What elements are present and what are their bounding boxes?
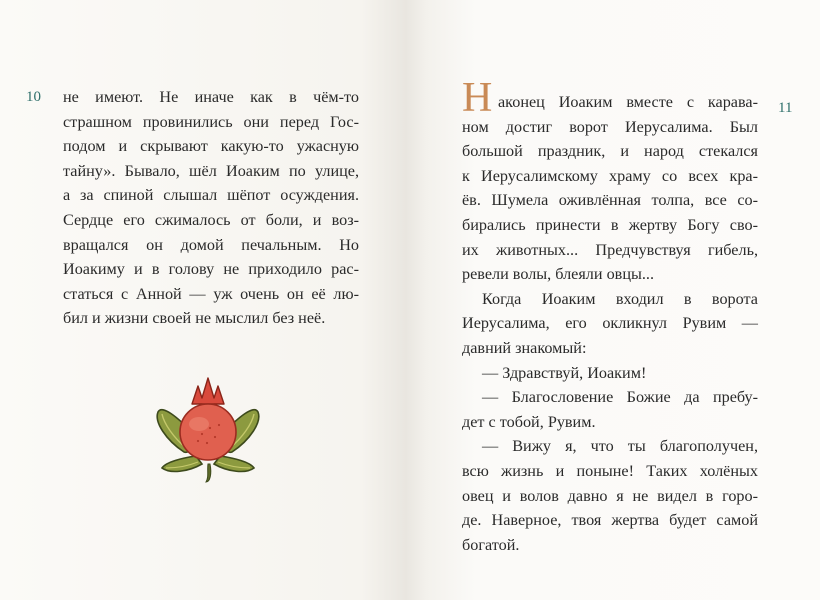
text-line: а за спиной слышал шёпот осуждения.: [63, 186, 359, 205]
text-line: Когда Иоаким входил в ворота: [482, 289, 758, 308]
text-line: не имеют. Не иначе как в чём-то: [63, 88, 359, 106]
dropcap-letter: Н: [462, 75, 493, 121]
text-line: Иоакиму и в голову не приходило рас-: [63, 260, 359, 279]
text-line: де. Наверное, твоя жертва будет самой: [462, 511, 758, 530]
pomegranate-icon: [152, 374, 264, 486]
text-line: ёв. Шумела оживлённая толпа, все со-: [462, 191, 758, 210]
text-line: аконец Иоаким вместе с карава-: [498, 93, 758, 111]
text-line: подом и скрывают какую-то ужасную: [63, 137, 359, 156]
text-line: большой праздник, и народ стекался: [462, 142, 758, 161]
text-line: ном достиг ворот Иерусалима. Был: [462, 117, 758, 136]
page-number-right: 11: [778, 100, 793, 116]
text-line: дет с тобой, Рувим.: [462, 412, 596, 431]
text-line: давний знакомый:: [462, 338, 587, 357]
dialogue-line: — Благословение Божие да пребу-: [482, 388, 758, 407]
text-line: овец и волов давно я не видел в горо-: [462, 486, 758, 505]
first-line: [462, 75, 758, 121]
dialogue-line: — Здравствуй, Иоаким!: [482, 363, 647, 382]
page-number-left: 10: [26, 89, 41, 105]
text-line: бил и жизни своей не мыслил без неё.: [63, 309, 326, 328]
text-line: страшном провинились они перед Гос-: [63, 112, 359, 131]
text-line: всю жизнь и поныне! Таких холёных: [462, 461, 758, 480]
text-line: вращался он домой печальным. Но: [63, 235, 359, 254]
text-line: тайну». Бывало, шёл Иоаким по улице,: [63, 161, 359, 180]
text-line: статься с Анной — уж очень он её лю-: [63, 284, 359, 303]
text-line: Иерусалима, его окликнул Рувим —: [462, 314, 758, 333]
text-line: бирались принести в жертву Богу сво-: [462, 215, 758, 234]
right-page: [410, 0, 820, 600]
text-line: богатой.: [462, 535, 520, 554]
dialogue-line: — Вижу я, что ты благополучен,: [482, 437, 758, 456]
text-line: к Иерусалимскому храму со всех кра-: [462, 166, 758, 185]
text-line: Сердце его сжималось от боли, и воз-: [63, 210, 359, 229]
left-page-text: [63, 85, 359, 331]
text-line: их животных... Предчувствуя гибель,: [462, 240, 758, 259]
text-line: ревели волы, блеяли овцы...: [462, 265, 655, 284]
right-page-text: [462, 75, 758, 557]
